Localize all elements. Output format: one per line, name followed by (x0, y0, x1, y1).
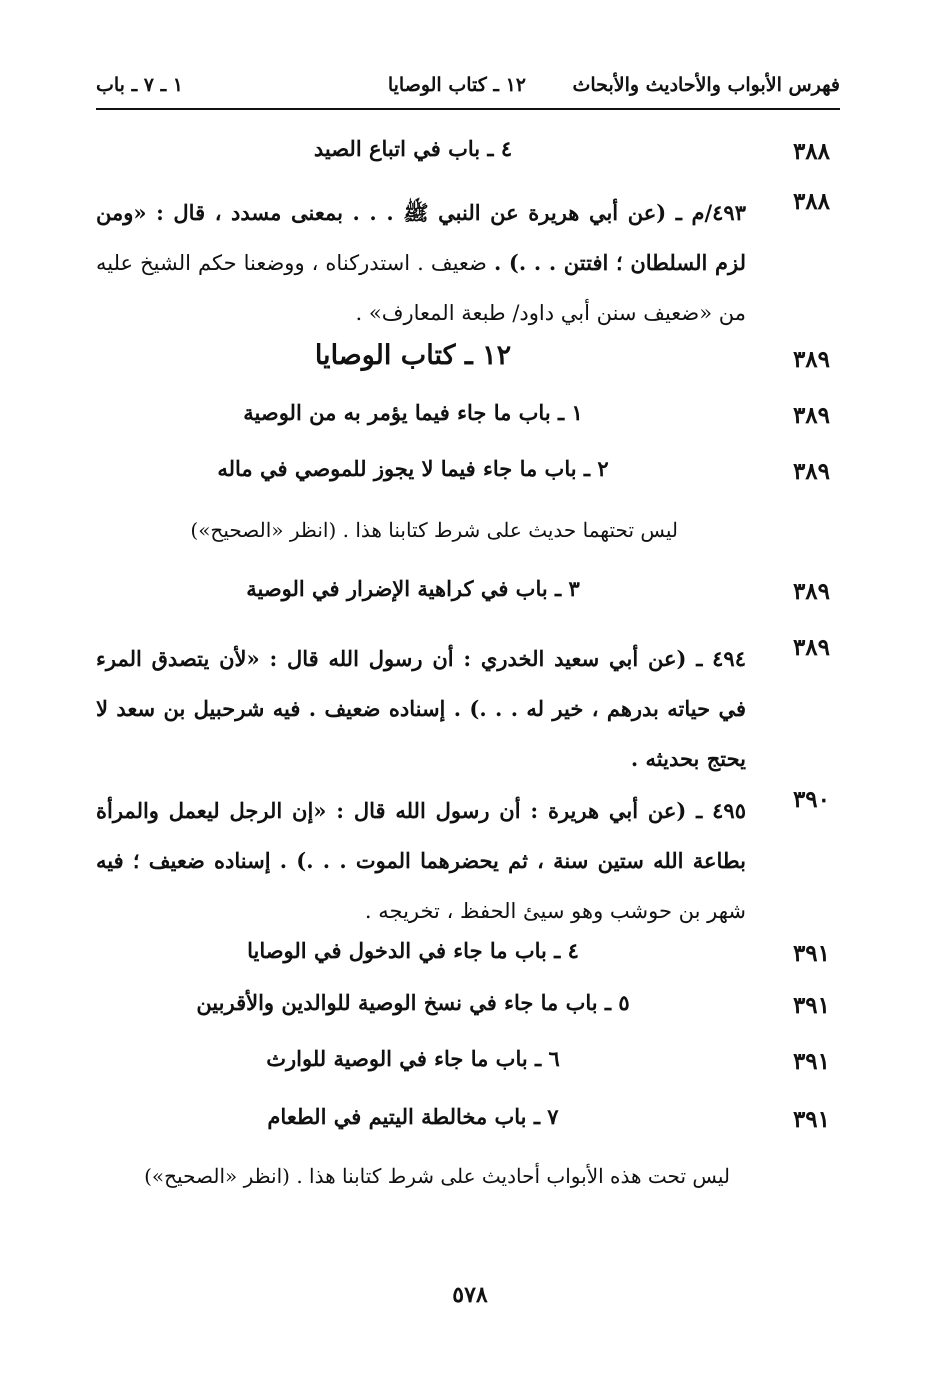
entry-page-number: ٣٩١ (792, 1106, 830, 1133)
entry-grading-text: شهر بن حوشب وهو سيئ الحفظ ، تخريجه . (364, 899, 746, 923)
entry-title: ٢ ـ باب ما جاء فيما لا يجوز للموصي في ماله (217, 456, 609, 481)
entry-page-number: ٣٩٠ (792, 786, 830, 813)
entry-page-number: ٣٨٩ (792, 346, 830, 373)
entry-page-number: ٣٨٩ (792, 578, 830, 605)
running-header (96, 70, 840, 106)
index-entry-hadith-494 (96, 634, 840, 784)
entry-page-number: ٣٩١ (792, 992, 830, 1019)
entry-title: ٦ ـ باب ما جاء في الوصية للوارث (266, 1046, 560, 1071)
entry-title: ٥ ـ باب ما جاء في نسخ الوصية للوالدين والأقربين (196, 990, 630, 1015)
entry-hadith-text: ٤٩٤ ـ (عن أبي سعيد الخدري : أن رسول الله قال : «لأن يتصدق المرء في حياته بدرهم ، خير له . . .) . (96, 646, 746, 721)
entry-hadith-text: ٤٩٥ ـ (عن أبي هريرة : أن رسول الله قال : «إن الرجل ليعمل والمرأة بطاعة الله ستين سنة ، ثم يحضرهما الموت . . .) . إسناده ضعيف ؛ فيه (96, 798, 746, 873)
header-rule (96, 108, 840, 110)
entry-title: ١ ـ باب ما جاء فيما يؤمر به من الوصية (243, 400, 583, 425)
book-title: ١٢ ـ كتاب الوصايا (314, 340, 512, 371)
page-number: ٥٧٨ (452, 1282, 488, 1308)
entry-page-number: ٣٨٩ (792, 402, 830, 429)
note-no-hadith-chapters: ليس تحت هذه الأبواب أحاديث على شرط كتابنا هذا . (انظر «الصحيح») (144, 1164, 730, 1188)
entry-title: ٤ ـ باب في اتباع الصيد (313, 136, 513, 161)
index-entry-hadith-493m (96, 188, 840, 338)
entry-page-number: ٣٨٨ (792, 138, 830, 165)
header-book-title: ١٢ ـ كتاب الوصايا (387, 74, 526, 96)
index-entry-hadith-495 (96, 786, 840, 936)
entry-title: ٤ ـ باب ما جاء في الدخول في الوصايا (247, 938, 579, 963)
header-index-title: فهرس الأبواب والأحاديث والأبحاث (572, 74, 840, 96)
note-no-hadith: ليس تحتهما حديث على شرط كتابنا هذا . (انظر «الصحيح») (190, 518, 678, 542)
entry-grading-text: إسناده ضعيف . فيه شرحبيل بن سعد لا يحتج بحديثه . (96, 696, 746, 771)
entry-page-number: ٣٨٨ (792, 188, 830, 215)
entry-title: ٧ ـ باب مخالطة اليتيم في الطعام (267, 1104, 559, 1129)
entry-title: ٣ ـ باب في كراهية الإضرار في الوصية (246, 576, 580, 601)
entry-text (96, 786, 746, 936)
entry-page-number: ٣٨٩ (792, 634, 830, 661)
entry-text (96, 188, 746, 338)
entry-hadith-text: ٤٩٣/م ـ (عن أبي هريرة عن النبي ﷺ . . . بمعنى مسدد ، قال : «ومن لزم السلطان ؛ افتتن . . .) . (96, 200, 746, 275)
entry-grading-text: ضعيف . استدركناه ، ووضعنا حكم الشيخ عليه من «ضعيف سنن أبي داود/ طبعة المعارف» . (96, 251, 746, 325)
entry-page-number: ٣٨٩ (792, 458, 830, 485)
entry-page-number: ٣٩١ (792, 940, 830, 967)
entry-text (96, 634, 746, 784)
header-chapter-range: ١ ـ ٧ ـ باب (96, 74, 183, 96)
entry-page-number: ٣٩١ (792, 1048, 830, 1075)
